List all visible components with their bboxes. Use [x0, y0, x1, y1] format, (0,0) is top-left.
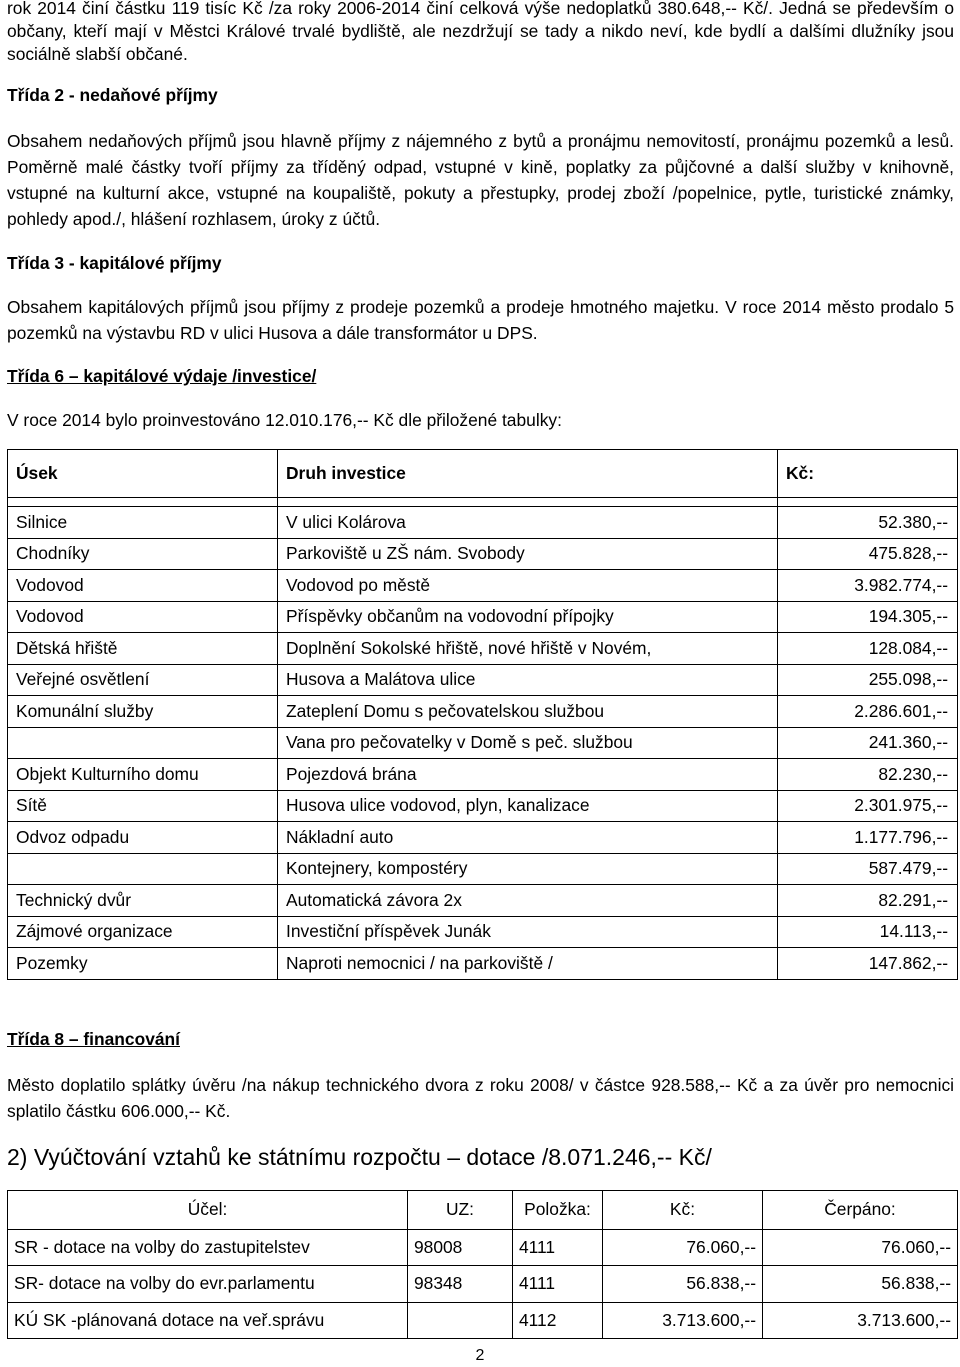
- cell-cerpano: 3.713.600,--: [763, 1302, 958, 1339]
- table-row: [8, 696, 958, 728]
- cell-kc: 76.060,--: [603, 1229, 763, 1266]
- table-row: [8, 948, 958, 980]
- section-heading-trida-2: Třída 2 - nedaňové příjmy: [7, 85, 218, 105]
- investments-intro: V roce 2014 bylo proinvestováno 12.010.176,-- Kč dle přiložené tabulky:: [7, 410, 562, 430]
- table-row: [8, 759, 958, 791]
- cell-polozka: 4111: [513, 1229, 603, 1266]
- cell-usek: Technický dvůr: [8, 885, 278, 917]
- grants-header-row: [8, 1190, 958, 1229]
- cell-ucel: SR- dotace na volby do evr.parlamentu: [8, 1266, 408, 1303]
- investments-table-body: [8, 498, 958, 980]
- cell-kc: 2.301.975,--: [778, 790, 958, 822]
- cell-druh-investice: Příspěvky občanům na vodovodní přípojky: [278, 601, 778, 633]
- header-polozka: Položka:: [513, 1190, 603, 1229]
- cell-kc: 255.098,--: [778, 664, 958, 696]
- cell-druh-investice: Parkoviště u ZŠ nám. Svobody: [278, 538, 778, 570]
- table-row: [8, 885, 958, 917]
- cell-druh-investice: Vodovod po městě: [278, 570, 778, 602]
- table-spacer-row: [8, 498, 958, 507]
- table-row: [8, 1229, 958, 1266]
- cell-usek: Veřejné osvětlení: [8, 664, 278, 696]
- cell-druh-investice: Nákladní auto: [278, 822, 778, 854]
- section-heading-trida-6-text: Třída 6 – kapitálové výdaje /investice/: [7, 366, 317, 386]
- table-row: [8, 1266, 958, 1303]
- cell-uz: 98348: [408, 1266, 513, 1303]
- cell-druh-investice: Doplnění Sokolské hřiště, nové hřiště v Novém,: [278, 633, 778, 665]
- cell-usek: [8, 853, 278, 885]
- header-usek: Úsek: [8, 450, 278, 498]
- table-row: [8, 853, 958, 885]
- header-uz: UZ:: [408, 1190, 513, 1229]
- cell-druh-investice: Husova ulice vodovod, plyn, kanalizace: [278, 790, 778, 822]
- table-row: [8, 601, 958, 633]
- cell-usek: Vodovod: [8, 601, 278, 633]
- table-row: [8, 1302, 958, 1339]
- cell-druh-investice: Kontejnery, kompostéry: [278, 853, 778, 885]
- cell-usek: Komunální služby: [8, 696, 278, 728]
- cell-usek: Objekt Kulturního domu: [8, 759, 278, 791]
- section-heading-trida-3: Třída 3 - kapitálové příjmy: [7, 253, 222, 273]
- table-row: [8, 727, 958, 759]
- cell-usek: [8, 727, 278, 759]
- cell-kc: 3.982.774,--: [778, 570, 958, 602]
- table-row: [8, 538, 958, 570]
- cell-druh-investice: Investiční příspěvek Junák: [278, 916, 778, 948]
- table-header-row: [8, 450, 958, 498]
- cell-kc: 147.862,--: [778, 948, 958, 980]
- cell-polozka: 4111: [513, 1266, 603, 1303]
- table-row: [8, 570, 958, 602]
- cell-kc: 3.713.600,--: [603, 1302, 763, 1339]
- cell-druh-investice: Husova a Malátova ulice: [278, 664, 778, 696]
- table-row: [8, 790, 958, 822]
- cell-kc: 194.305,--: [778, 601, 958, 633]
- header-cerpano: Čerpáno:: [763, 1190, 958, 1229]
- paragraph-trida-3: Obsahem kapitálových příjmů jsou příjmy z prodeje pozemků a prodeje hmotného majetku. V roce 2014 město prodalo 5 pozemků na výstavbu RD v ulici Husova a dále transformátor u DPS.: [7, 297, 954, 343]
- cell-cerpano: 56.838,--: [763, 1266, 958, 1303]
- cell-kc: 56.838,--: [603, 1266, 763, 1303]
- section-heading-trida-6: [7, 363, 954, 389]
- cell-usek: Vodovod: [8, 570, 278, 602]
- investments-table: [7, 449, 958, 980]
- section-heading-trida-8: [7, 1026, 954, 1052]
- section-heading-statni-rozpocet: 2) Vyúčtování vztahů ke státnímu rozpočtu – dotace /8.071.246,-- Kč/: [7, 1143, 712, 1170]
- paragraph-trida-2: Obsahem nedaňových příjmů jsou hlavně příjmy z nájemného z bytů a pronájmu nemovitostí, pronájmu pozemků a lesů. Poměrně malé částky tvoří příjmy za tříděný odpad, vstupné v kině, poplatky za půjčovné a další služby v knihovně, vstupné na kulturní akce, vstupné na koupaliště, pokuty a přestupky, prodej zboží /popelnice, pytle, turistické známky, pohledy apod./, hlášení rozhlasem, úroky z účtů.: [7, 131, 954, 229]
- cell-kc: 475.828,--: [778, 538, 958, 570]
- cell-usek: Pozemky: [8, 948, 278, 980]
- cell-cerpano: 76.060,--: [763, 1229, 958, 1266]
- cell-druh-investice: Vana pro pečovatelky v Domě s peč. službou: [278, 727, 778, 759]
- cell-uz: [408, 1302, 513, 1339]
- grants-table-body: [8, 1229, 958, 1339]
- cell-druh-investice: Automatická závora 2x: [278, 885, 778, 917]
- cell-druh-investice: Naproti nemocnici / na parkoviště /: [278, 948, 778, 980]
- table-row: [8, 664, 958, 696]
- intro-paragraph: rok 2014 činí částku 119 tisíc Kč /za roky 2006-2014 činí celková výše nedoplatků 380.648,-- Kč/. Jedná se především o občany, kteří mají v Městci Králové trvalé bydliště, ale nezdržují se tady a nikdo neví, kde bydlí a dalšími dlužníky jsou sociálně slabší občané.: [7, 0, 954, 64]
- table-row: [8, 916, 958, 948]
- cell-usek: Sítě: [8, 790, 278, 822]
- cell-usek: Odvoz odpadu: [8, 822, 278, 854]
- cell-kc: 14.113,--: [778, 916, 958, 948]
- cell-ucel: KÚ SK -plánovaná dotace na veř.správu: [8, 1302, 408, 1339]
- cell-kc: 82.230,--: [778, 759, 958, 791]
- cell-kc: 587.479,--: [778, 853, 958, 885]
- table-row: [8, 633, 958, 665]
- cell-kc: 128.084,--: [778, 633, 958, 665]
- cell-kc: 82.291,--: [778, 885, 958, 917]
- cell-uz: 98008: [408, 1229, 513, 1266]
- header-kc: Kč:: [603, 1190, 763, 1229]
- table-row: [8, 507, 958, 539]
- cell-druh-investice: V ulici Kolárova: [278, 507, 778, 539]
- header-ucel: Účel:: [8, 1190, 408, 1229]
- table-row: [8, 822, 958, 854]
- cell-druh-investice: Zateplení Domu s pečovatelskou službou: [278, 696, 778, 728]
- section-heading-trida-8-text: Třída 8 – financování: [7, 1028, 180, 1049]
- page-number: 2: [475, 1347, 485, 1364]
- cell-usek: Dětská hřiště: [8, 633, 278, 665]
- cell-kc: 1.177.796,--: [778, 822, 958, 854]
- cell-kc: 2.286.601,--: [778, 696, 958, 728]
- cell-usek: Chodníky: [8, 538, 278, 570]
- cell-polozka: 4112: [513, 1302, 603, 1339]
- cell-kc: 241.360,--: [778, 727, 958, 759]
- cell-druh-investice: Pojezdová brána: [278, 759, 778, 791]
- grants-table: [7, 1190, 958, 1340]
- cell-usek: Zájmové organizace: [8, 916, 278, 948]
- header-kc: Kč:: [778, 450, 958, 498]
- header-druh-investice: Druh investice: [278, 450, 778, 498]
- paragraph-trida-8: Město doplatilo splátky úvěru /na nákup technického dvora z roku 2008/ v částce 928.588,-- Kč a za úvěr pro nemocnici splatilo částku 606.000,-- Kč.: [7, 1074, 954, 1121]
- cell-usek: Silnice: [8, 507, 278, 539]
- cell-kc: 52.380,--: [778, 507, 958, 539]
- cell-ucel: SR - dotace na volby do zastupitelstev: [8, 1229, 408, 1266]
